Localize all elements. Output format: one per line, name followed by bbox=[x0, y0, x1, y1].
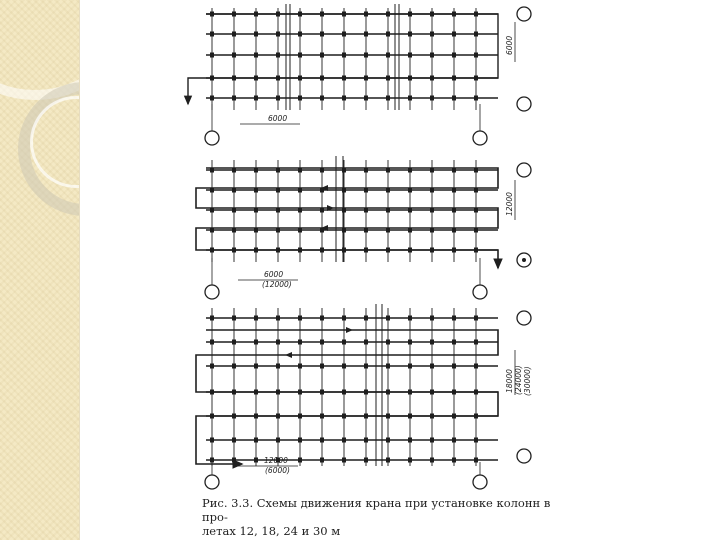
column-mark bbox=[320, 32, 324, 37]
column-mark bbox=[452, 32, 456, 37]
column-mark bbox=[364, 32, 368, 37]
column-mark bbox=[474, 458, 478, 463]
column-mark bbox=[232, 364, 236, 369]
dimension-label: (30000) bbox=[523, 366, 532, 396]
column-mark bbox=[276, 316, 280, 321]
dimension-label: (6000) bbox=[265, 466, 290, 475]
column-mark bbox=[298, 96, 302, 101]
column-mark bbox=[298, 364, 302, 369]
column-mark bbox=[320, 458, 324, 463]
column-mark bbox=[342, 340, 346, 345]
column-mark bbox=[232, 32, 236, 37]
axis-bubble bbox=[205, 475, 219, 489]
column-mark bbox=[342, 96, 346, 101]
axis-bubble bbox=[205, 131, 219, 145]
column-mark bbox=[474, 316, 478, 321]
column-mark bbox=[254, 96, 258, 101]
column-mark bbox=[408, 458, 412, 463]
column-mark bbox=[254, 32, 258, 37]
column-mark bbox=[386, 340, 390, 345]
column-mark bbox=[320, 364, 324, 369]
column-mark bbox=[364, 96, 368, 101]
column-mark bbox=[386, 458, 390, 463]
figure-caption: Рис. 3.3. Схемы движения крана при установке колонн в про- летах 12, 18, 24 и 30 м bbox=[202, 496, 551, 538]
dimension-label: (12000) bbox=[262, 280, 292, 289]
dimension-label: 12000 bbox=[264, 456, 288, 465]
column-mark bbox=[408, 53, 412, 58]
column-mark bbox=[386, 438, 390, 443]
column-mark bbox=[408, 438, 412, 443]
column-mark bbox=[254, 316, 258, 321]
column-mark bbox=[210, 316, 214, 321]
column-mark bbox=[342, 53, 346, 58]
column-mark bbox=[386, 364, 390, 369]
column-mark bbox=[276, 364, 280, 369]
column-mark bbox=[320, 316, 324, 321]
axis-bubble bbox=[517, 449, 531, 463]
axis-bubble bbox=[473, 475, 487, 489]
axis-bubble bbox=[517, 253, 531, 267]
column-mark bbox=[298, 53, 302, 58]
column-mark bbox=[232, 96, 236, 101]
column-mark bbox=[342, 32, 346, 37]
dimension-label: 6000 bbox=[268, 114, 288, 123]
column-mark bbox=[386, 316, 390, 321]
column-mark bbox=[364, 458, 368, 463]
column-mark bbox=[474, 364, 478, 369]
column-mark bbox=[298, 340, 302, 345]
column-mark bbox=[298, 32, 302, 37]
scheme-2 bbox=[196, 156, 531, 299]
column-mark bbox=[342, 458, 346, 463]
column-mark bbox=[408, 340, 412, 345]
column-mark bbox=[276, 32, 280, 37]
column-mark bbox=[342, 316, 346, 321]
column-mark bbox=[232, 340, 236, 345]
column-mark bbox=[430, 340, 434, 345]
column-mark bbox=[408, 364, 412, 369]
column-mark bbox=[320, 340, 324, 345]
column-mark bbox=[408, 32, 412, 37]
column-mark bbox=[298, 438, 302, 443]
column-mark bbox=[474, 96, 478, 101]
column-mark bbox=[232, 438, 236, 443]
column-mark bbox=[386, 96, 390, 101]
axis-bubble bbox=[517, 163, 531, 177]
column-mark bbox=[452, 96, 456, 101]
axis-bubble bbox=[473, 131, 487, 145]
scheme-1 bbox=[188, 4, 531, 145]
column-mark bbox=[430, 96, 434, 101]
crane-movement-path bbox=[188, 14, 498, 104]
column-mark bbox=[452, 458, 456, 463]
column-mark bbox=[298, 316, 302, 321]
axis-bubble bbox=[517, 311, 531, 325]
column-mark bbox=[254, 438, 258, 443]
column-mark bbox=[474, 32, 478, 37]
dimension-label: 6000 bbox=[505, 35, 514, 55]
column-mark bbox=[364, 364, 368, 369]
column-mark bbox=[276, 96, 280, 101]
dimension-label: (24000) bbox=[514, 365, 523, 395]
column-mark bbox=[210, 340, 214, 345]
crane-movement-path bbox=[196, 330, 498, 464]
column-mark bbox=[232, 458, 236, 463]
column-mark bbox=[320, 96, 324, 101]
column-mark bbox=[474, 53, 478, 58]
column-mark bbox=[210, 458, 214, 463]
column-mark bbox=[474, 340, 478, 345]
column-mark bbox=[342, 438, 346, 443]
column-mark bbox=[298, 458, 302, 463]
column-mark bbox=[232, 316, 236, 321]
axis-bubble bbox=[473, 285, 487, 299]
column-mark bbox=[430, 53, 434, 58]
column-mark bbox=[364, 53, 368, 58]
dimension-label: 6000 bbox=[264, 270, 284, 279]
crane-movement-path bbox=[196, 168, 498, 268]
column-mark bbox=[430, 438, 434, 443]
column-mark bbox=[254, 53, 258, 58]
column-mark bbox=[386, 53, 390, 58]
dimension-label: 12000 bbox=[505, 192, 514, 216]
column-mark bbox=[254, 458, 258, 463]
column-mark bbox=[276, 438, 280, 443]
column-mark bbox=[452, 316, 456, 321]
column-mark bbox=[364, 438, 368, 443]
column-mark bbox=[276, 340, 280, 345]
column-mark bbox=[364, 316, 368, 321]
column-mark bbox=[430, 32, 434, 37]
axis-bubble bbox=[205, 285, 219, 299]
scheme-3 bbox=[196, 304, 532, 489]
column-mark bbox=[254, 364, 258, 369]
column-mark bbox=[320, 438, 324, 443]
column-mark bbox=[210, 96, 214, 101]
column-mark bbox=[232, 53, 236, 58]
column-mark bbox=[210, 364, 214, 369]
axis-bubble bbox=[517, 7, 531, 21]
column-mark bbox=[342, 364, 346, 369]
column-mark bbox=[210, 438, 214, 443]
column-mark bbox=[408, 316, 412, 321]
column-mark bbox=[254, 340, 258, 345]
column-mark bbox=[474, 438, 478, 443]
column-mark bbox=[452, 340, 456, 345]
column-mark bbox=[386, 32, 390, 37]
dimension-label: 18000 bbox=[505, 369, 514, 393]
column-mark bbox=[276, 53, 280, 58]
column-mark bbox=[210, 32, 214, 37]
column-mark bbox=[408, 96, 412, 101]
column-mark bbox=[452, 53, 456, 58]
column-mark bbox=[430, 364, 434, 369]
column-mark bbox=[320, 53, 324, 58]
column-mark bbox=[430, 316, 434, 321]
column-mark bbox=[364, 340, 368, 345]
axis-bubble bbox=[517, 97, 531, 111]
column-mark bbox=[210, 53, 214, 58]
column-mark bbox=[452, 438, 456, 443]
column-mark bbox=[452, 364, 456, 369]
column-mark bbox=[430, 458, 434, 463]
